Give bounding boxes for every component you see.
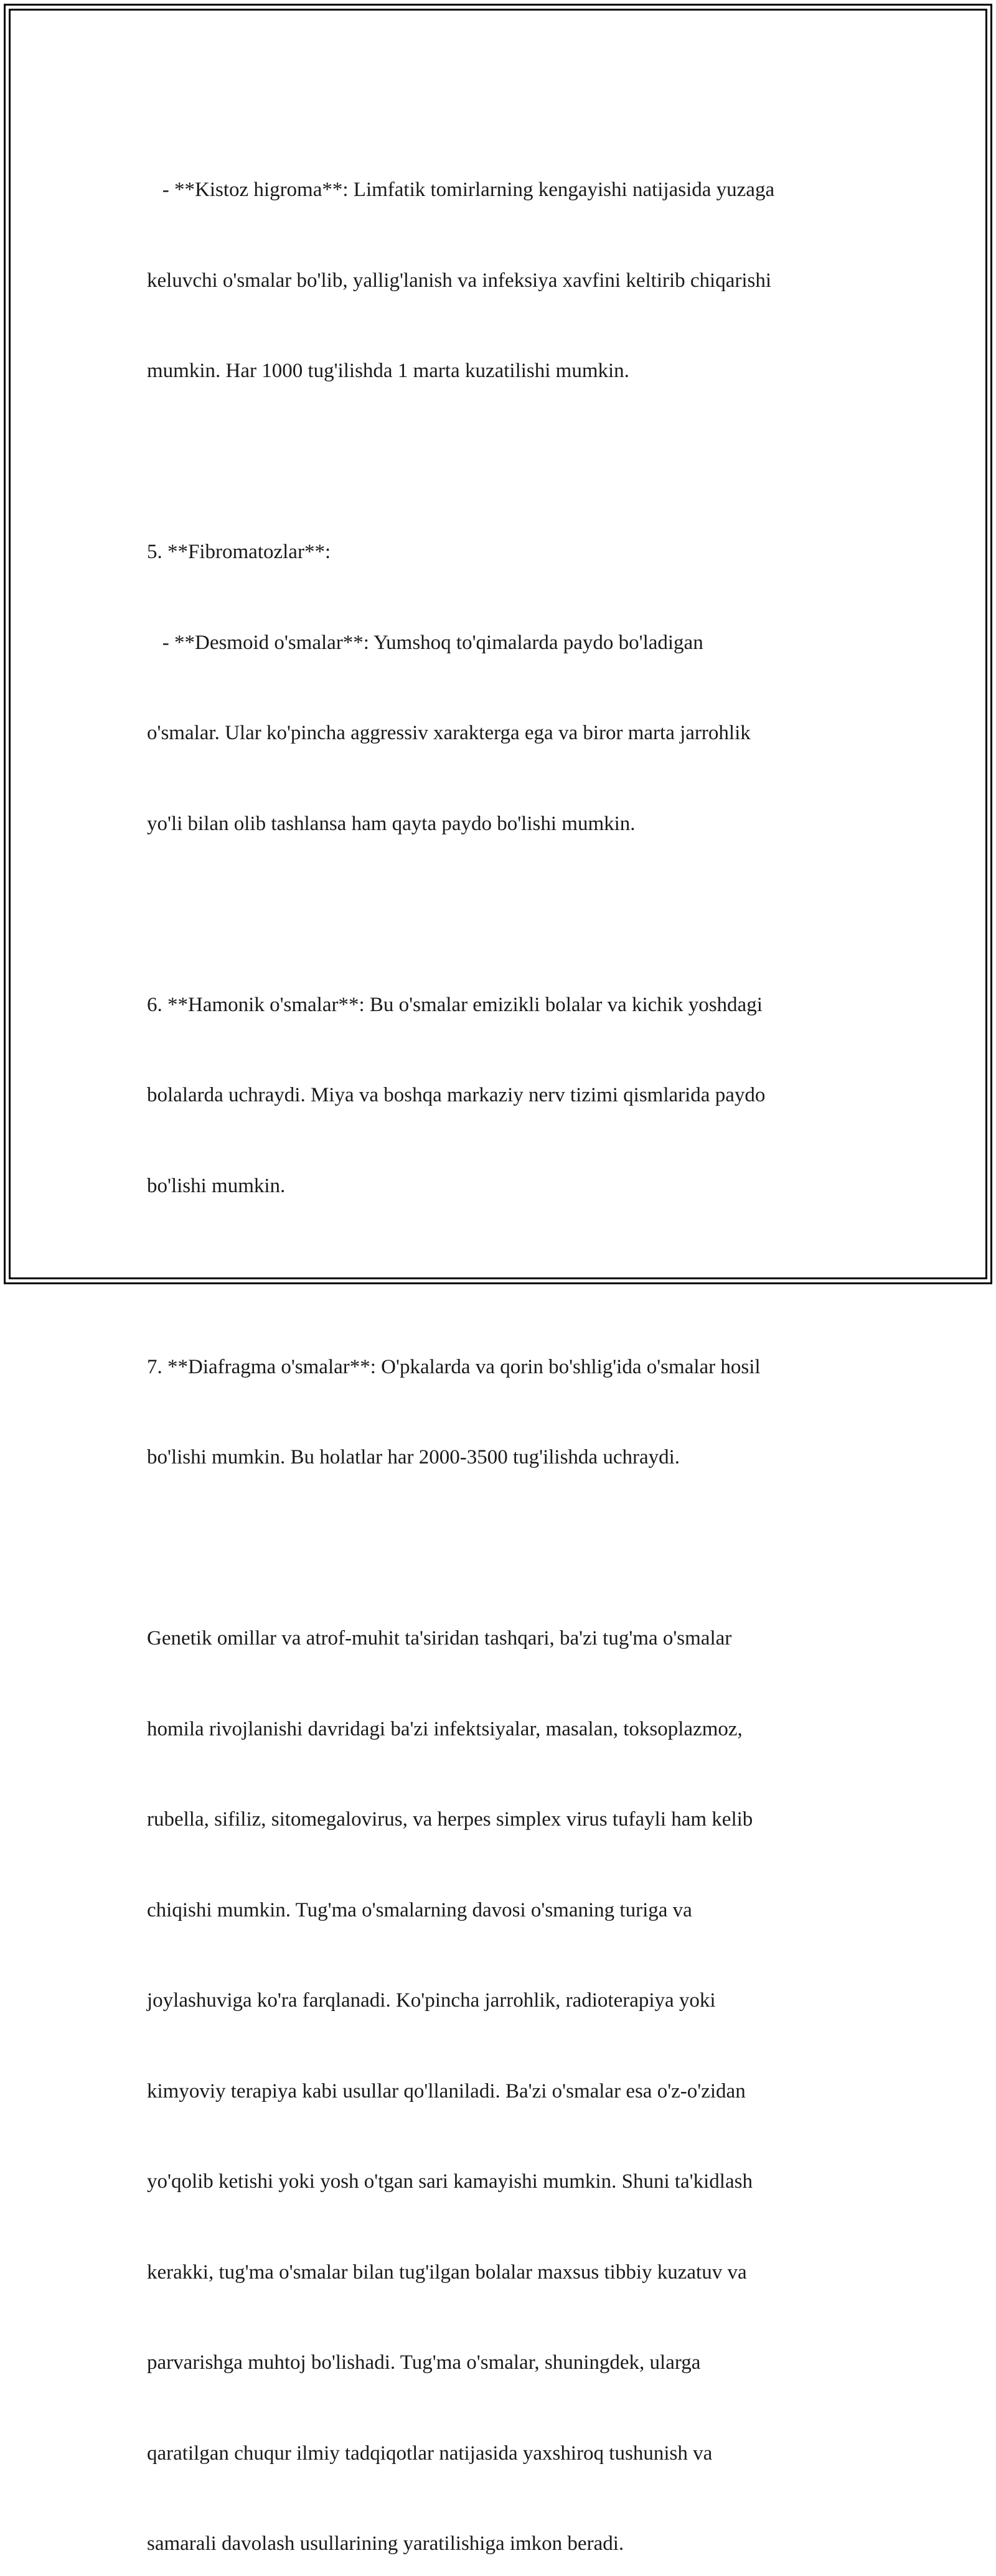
- text-line: - **Kistoz higroma**: Limfatik tomirlarning kengayishi natijasida yuzaga: [147, 179, 775, 201]
- paragraph-fibromatozlar: [147, 477, 857, 899]
- text-line: qaratilgan chuqur ilmiy tadqiqotlar natijasida yaxshiroq tushunish va: [147, 2442, 713, 2465]
- text-line: bo'lishi mumkin. Bu holatlar har 2000-3500 tug'ilishda uchraydi.: [147, 1446, 680, 1468]
- text-line: keluvchi o'smalar bo'lib, yallig'lanish va infeksiya xavfini keltirib chiqarishi: [147, 269, 772, 292]
- text-line: kerakki, tug'ma o'smalar bilan tug'ilgan bolalar maxsus tibbiy kuzatuv va: [147, 2261, 747, 2284]
- text-line: kimyoviy terapiya kabi usullar qo'llaniladi. Ba'zi o'smalar esa o'z-o'zidan: [147, 2079, 746, 2102]
- paragraph-diafragma-osmalar: [147, 1292, 857, 1533]
- text-line: 6. **Hamonik o'smalar**: Bu o'smalar emizikli bolalar va kichik yoshdagi: [147, 993, 763, 1016]
- paragraph-conclusion: [147, 1563, 857, 2576]
- text-line: bo'lishi mumkin.: [147, 1174, 286, 1197]
- text-line: 7. **Diafragma o'smalar**: O'pkalarda va qorin bo'shlig'ida o'smalar hosil: [147, 1355, 761, 1378]
- text-line: 5. **Fibromatozlar**:: [147, 541, 331, 563]
- text-line: joylashuviga ko'ra farqlanadi. Ko'pincha jarrohlik, radioterapiya yoki: [147, 1989, 716, 2012]
- text-line: bolalarda uchraydi. Miya va boshqa markaziy nerv tizimi qismlarida paydo: [147, 1084, 766, 1106]
- text-line: - **Desmoid o'smalar**: Yumshoq to'qimalarda paydo bo'ladigan: [147, 631, 703, 654]
- paragraph-kistoz-higroma: [147, 114, 857, 447]
- text-line: rubella, sifiliz, sitomegalovirus, va herpes simplex virus tufayli ham kelib: [147, 1808, 753, 1831]
- text-line: samarali davolash usullarining yaratilishiga imkon beradi.: [147, 2532, 624, 2555]
- text-line: parvarishga muhtoj bo'lishadi. Tug'ma o'smalar, shuningdek, ularga: [147, 2351, 701, 2374]
- text-line: homila rivojlanishi davridagi ba'zi infektsiyalar, masalan, toksoplazmoz,: [147, 1717, 743, 1740]
- text-line: chiqishi mumkin. Tug'ma o'smalarning davosi o'smaning turiga va: [147, 1898, 692, 1921]
- text-line: Genetik omillar va atrof-muhit ta'siridan tashqari, ba'zi tug'ma o'smalar: [147, 1627, 732, 1650]
- text-line: o'smalar. Ular ko'pincha aggressiv xarakterga ega va biror marta jarrohlik: [147, 722, 751, 744]
- document-body: [147, 114, 857, 2576]
- text-line: yo'qolib ketishi yoki yosh o'tgan sari kamayishi mumkin. Shuni ta'kidlash: [147, 2170, 753, 2193]
- paragraph-hamonik-osmalar: [147, 930, 857, 1262]
- text-line: yo'li bilan olib tashlansa ham qayta paydo bo'lishi mumkin.: [147, 812, 636, 835]
- text-line: mumkin. Har 1000 tug'ilishda 1 marta kuzatilishi mumkin.: [147, 360, 629, 382]
